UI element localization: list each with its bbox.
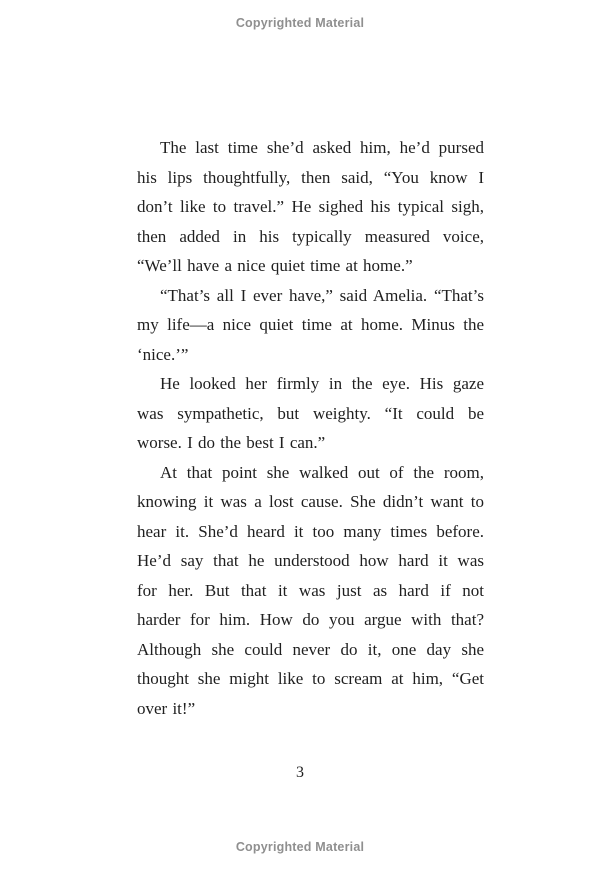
paragraph	[137, 133, 484, 281]
copyright-watermark-bottom: Copyrighted Material	[235, 840, 365, 854]
copyright-watermark-top: Copyrighted Material	[235, 16, 365, 30]
text-line: He’d say that he understood how hard it was	[137, 551, 484, 570]
text-line: ‘nice.’”	[137, 344, 189, 364]
text-line: his lips thoughtfully, then said, “You know I	[137, 167, 484, 187]
page-number: 3	[296, 764, 304, 781]
text-line: knowing it was a lost cause. She didn’t want to	[137, 492, 484, 511]
text-line: over it!”	[137, 698, 196, 718]
body-text-block	[137, 133, 484, 723]
text-line: “That’s all I ever have,” said Amelia. “That’s	[160, 285, 484, 305]
text-line: was sympathetic, but weighty. “It could be	[137, 403, 484, 423]
text-line: harder for him. How do you argue with that?	[137, 610, 484, 629]
text-line: don’t like to travel.” He sighed his typical sigh,	[137, 197, 484, 216]
text-line: The last time she’d asked him, he’d pursed	[160, 138, 484, 157]
text-line: He looked her firmly in the eye. His gaze	[160, 374, 484, 393]
text-line: for her. But that it was just as hard if not	[137, 580, 484, 600]
text-line: Although she could never do it, one day she	[137, 639, 484, 659]
paragraph	[137, 458, 484, 724]
paragraph	[137, 281, 484, 370]
text-line: “We’ll have a nice quiet time at home.”	[137, 256, 413, 275]
text-line: thought she might like to scream at him, “Get	[137, 669, 484, 688]
text-line: worse. I do the best I can.”	[137, 433, 326, 452]
text-line: then added in his typically measured voice,	[137, 226, 484, 246]
text-line: hear it. She’d heard it too many times before.	[137, 521, 484, 541]
paragraph	[137, 369, 484, 458]
text-line: my life—a nice quiet time at home. Minus the	[137, 315, 484, 334]
text-line: At that point she walked out of the room,	[160, 462, 484, 482]
